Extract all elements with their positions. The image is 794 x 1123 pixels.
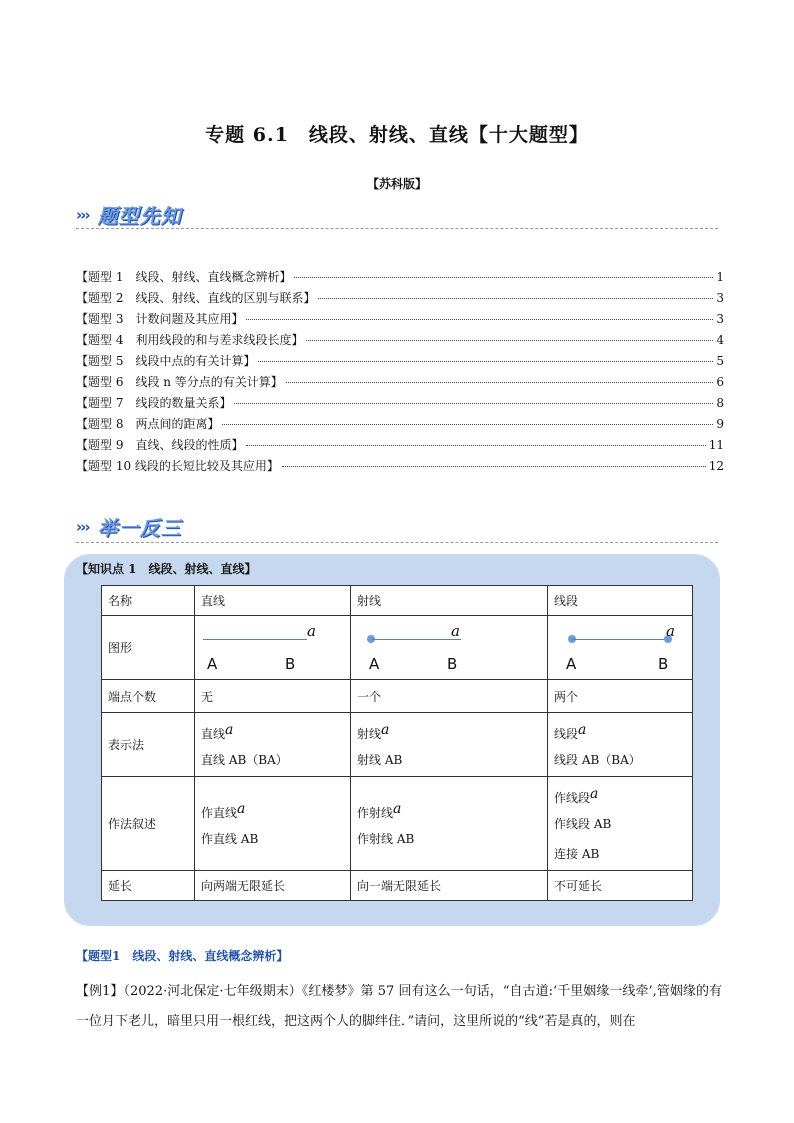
header-ray: 射线 [351,586,548,616]
construction-label: 作法叙述 [102,777,195,871]
line-figure: a A B [195,616,351,680]
section-header-examples [76,512,182,542]
construction-segment: 作线段a 作线段 AB 连接 AB [548,777,693,871]
knowledge-table [101,585,693,901]
endpoints-line: 无 [195,680,351,713]
toc-item[interactable]: 【题型 7 线段的数量关系】 8 [76,396,724,410]
notation-segment: 线段a 线段 AB（BA） [548,713,693,777]
header-segment: 线段 [548,586,693,616]
example-text: 【例1】（2022·河北保定·七年级期末）《红楼梦》第 57 回有这么一句话，“自古道:‘千里姻缘一线牵’,管姻缘的有一位月下老儿，暗里只用一根红线，把这两个人的脚绊住．”请问，这里所说的“线”若是真的，则在 [76,984,722,1029]
extension-label: 延长 [102,871,195,901]
toc-item[interactable]: 【题型 8 两点间的距离】 9 [76,417,724,431]
arrows-icon: ››› [76,517,89,536]
notation-label: 表示法 [102,713,195,777]
page-title: 专题 6.1 线段、射线、直线【十大题型】 [205,124,589,146]
toc-item[interactable]: 【题型 4 利用线段的和与差求线段长度】 4 [76,333,724,347]
toc-item[interactable]: 【题型 9 直线、线段的性质】 11 [76,438,724,452]
question-type-heading: 【题型1 线段、射线、直线概念辨析】 [76,949,289,963]
construction-ray: 作射线a 作射线 AB [351,777,548,871]
notation-ray: 射线a 射线 AB [351,713,548,777]
toc-item[interactable]: 【题型 2 线段、射线、直线的区别与联系】 3 [76,291,724,305]
endpoints-segment: 两个 [548,680,693,713]
knowledge-title: 【知识点 1 线段、射线、直线】 [76,562,257,576]
section-header-overview [76,200,182,230]
header-name: 名称 [102,586,195,616]
segment-figure: a A B [548,616,693,680]
construction-line: 作直线a 作直线 AB [195,777,351,871]
extension-line: 向两端无限延长 [195,871,351,901]
extension-ray: 向一端无限延长 [351,871,548,901]
section-label: 题型先知 [97,204,182,228]
arrows-icon: ››› [76,205,89,224]
toc-item[interactable]: 【题型 10 线段的长短比较及其应用】 12 [76,459,724,473]
endpoints-label: 端点个数 [102,680,195,713]
ray-figure: a A B [351,616,548,680]
edition-label: 【苏科版】 [366,177,427,191]
toc-item[interactable]: 【题型 1 线段、射线、直线概念辨析】 1 [76,270,724,284]
header-line: 直线 [195,586,351,616]
endpoints-ray: 一个 [351,680,548,713]
figure-label: 图形 [102,616,195,680]
section-label: 举一反三 [97,516,182,540]
table-of-contents [76,268,724,478]
knowledge-point-box [64,554,720,926]
extension-segment: 不可延长 [548,871,693,901]
toc-item[interactable]: 【题型 5 线段中点的有关计算】 5 [76,354,724,368]
section-divider [76,228,718,229]
section-divider [76,542,718,543]
toc-item[interactable]: 【题型 6 线段 n 等分点的有关计算】 6 [76,375,724,389]
notation-line: 直线a 直线 AB（BA） [195,713,351,777]
toc-item[interactable]: 【题型 3 计数问题及其应用】 3 [76,312,724,326]
